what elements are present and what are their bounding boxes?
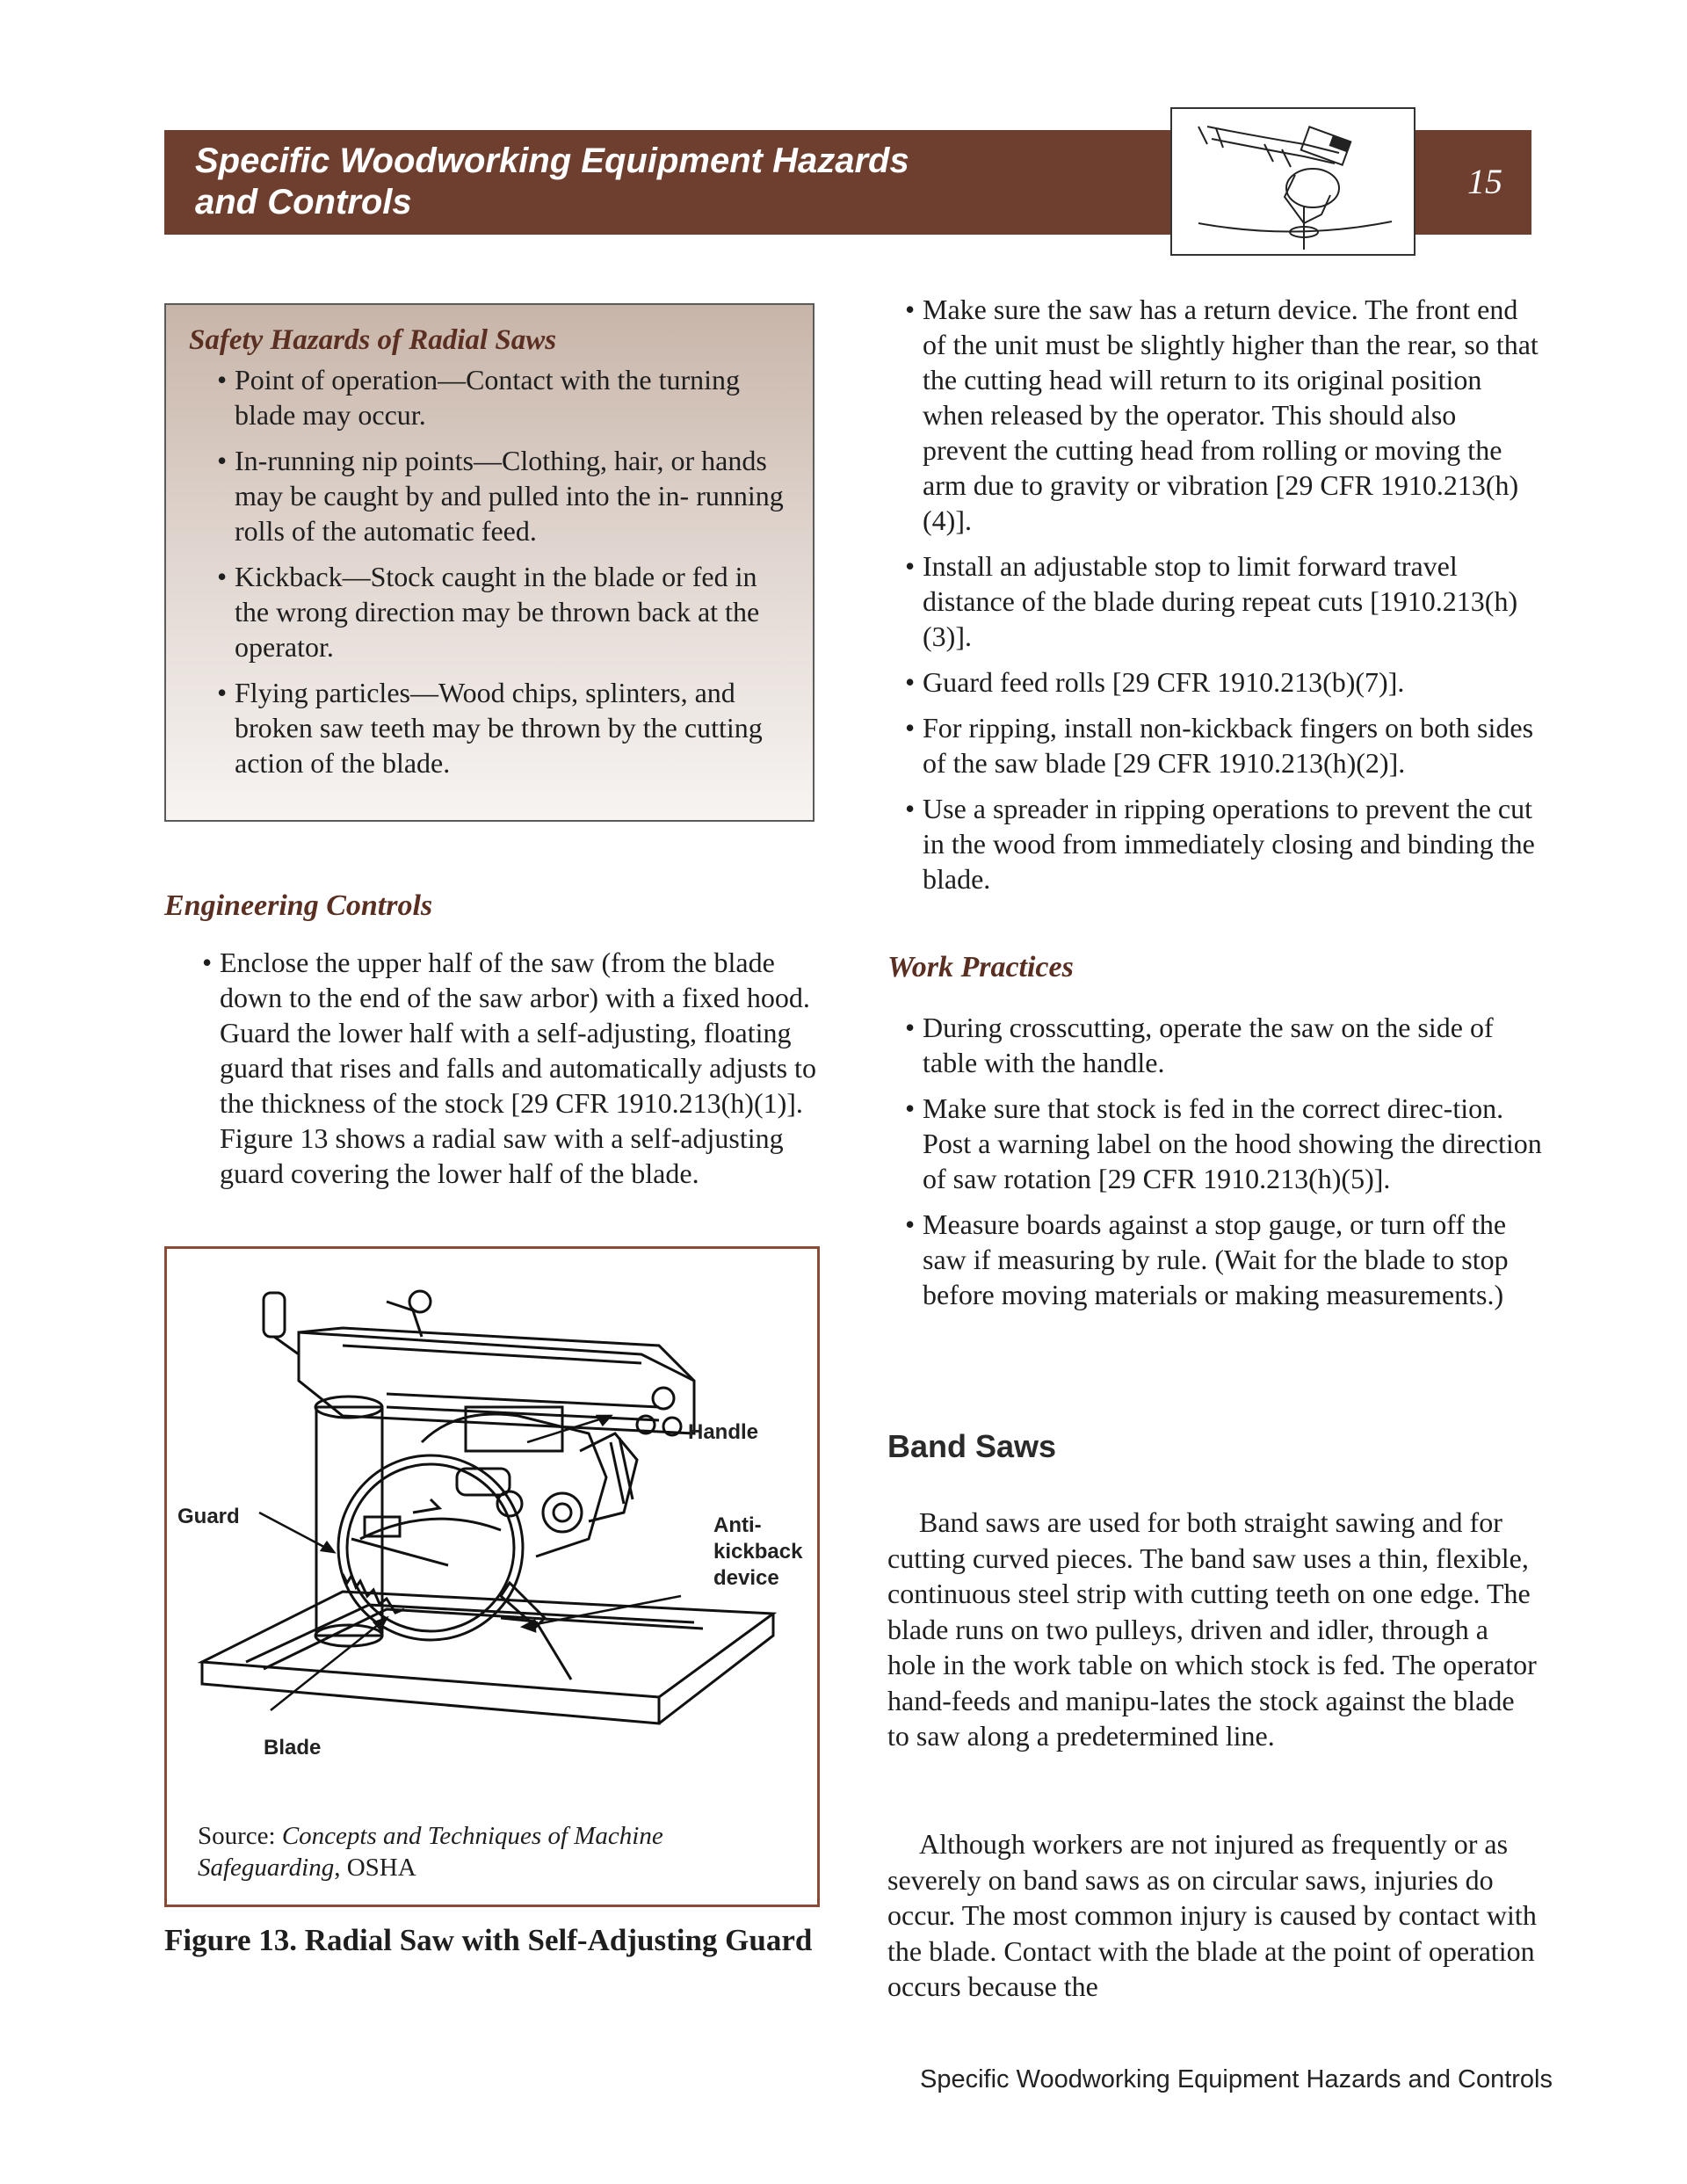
list-item: • Kickback—Stock caught in the blade or fed in the wrong direction may be thrown back at the operator. <box>217 559 790 664</box>
band-saws-heading: Band Saws <box>887 1428 1057 1464</box>
label-anti-line-3: device <box>713 1566 779 1590</box>
list-item: • For ripping, install non-kickback fingers on both sides of the saw blade [29 CFR 1910.213(h)(2)]. <box>905 710 1546 780</box>
work-practices-list <box>905 1010 1546 1323</box>
list-item: • In-running nip points—Clothing, hair, or hands may be caught by and pulled into the in- running rolls of the automatic feed. <box>217 443 790 548</box>
figure-caption: Figure 13. Radial Saw with Self-Adjusting Guard <box>164 1923 813 1957</box>
safety-hazards-box <box>164 303 815 822</box>
right-controls-list <box>905 292 1546 907</box>
list-item: • Use a spreader in ripping operations to prevent the cut in the wood from immediately closing and binding the blade. <box>905 791 1546 896</box>
list-item: • Guard feed rolls [29 CFR 1910.213(b)(7)]. <box>905 664 1546 700</box>
title-line-1: Specific Woodworking Equipment Hazards <box>195 141 909 180</box>
list-item: • Flying particles—Wood chips, splinters, and broken saw teeth may be thrown by the cutting action of the blade. <box>217 675 790 780</box>
label-anti-line-2: kickback <box>713 1540 803 1564</box>
figure-source <box>198 1820 760 1883</box>
page-number: 15 <box>1467 162 1502 201</box>
label-handle: Handle <box>688 1420 759 1444</box>
list-item: • Point of operation—Contact with the turning blade may occur. <box>217 362 790 432</box>
hazard-box-title: Safety Hazards of Radial Saws <box>189 324 557 356</box>
label-anti-kickback <box>713 1513 802 1592</box>
list-item: • Enclose the upper half of the saw (from the blade down to the end of the saw arbor) with a fixed hood. Guard the lower half with a self-adjusting, floating guard that rises and falls and automatically adjusts to the thickness of the stock [29 CFR 1910.213(h)(1)]. Figure 13 shows a radial saw with a self-adjusting guard covering the lower half of the blade. <box>202 945 822 1191</box>
list-item: • Make sure the saw has a return device. The front end of the unit must be slightly higher than the rear, so that the cutting head will return to its original position when released by the operator. This should also prevent the cutting head from rolling or moving the arm due to gravity or vibration [29 CFR 1910.213(h)(4)]. <box>905 292 1546 538</box>
page-title <box>195 141 1162 223</box>
list-item: • Make sure that stock is fed in the correct direc-tion. Post a warning label on the hood showing the direction of saw rotation [29 CFR 1910.213(h)(5)]. <box>905 1091 1546 1196</box>
work-practices-heading: Work Practices <box>887 951 1074 983</box>
band-saws-paragraph-2: Although workers are not injured as frequently or as severely on band saws as on circular saws, injuries do occur. The most common injury is caused by contact with the blade. Contact with the blade at the point of operation occurs because the <box>887 1828 1537 2002</box>
source-title: Concepts and Techniques of Machine Safeguarding <box>198 1822 663 1882</box>
radial-saw-thumbnail <box>1170 107 1415 256</box>
list-item: • Install an adjustable stop to limit forward travel distance of the blade during repeat cuts [1910.213(h)(3)]. <box>905 548 1546 654</box>
engineering-controls-heading: Engineering Controls <box>164 889 433 922</box>
source-suffix: , OSHA <box>334 1854 416 1882</box>
figure-13 <box>164 1246 820 1907</box>
band-saws-paragraph-1: Band saws are used for both straight sawing and for cutting curved pieces. The band saw uses a thin, flexible, continuous steel strip with cutting teeth on one edge. The blade runs on two pulleys, driven and idler, through a hole in the work table on which stock is fed. The operator hand-feeds and manipu-lates the stock against the blade to saw along a predetermined line. <box>887 1506 1537 1752</box>
label-anti-line-1: Anti- <box>713 1513 762 1537</box>
label-guard: Guard <box>177 1505 240 1528</box>
title-line-2: and Controls <box>195 183 412 221</box>
list-item: • Measure boards against a stop gauge, or turn off the saw if measuring by rule. (Wait for the blade to stop before moving materials or making measurements.) <box>905 1207 1546 1312</box>
hazard-list <box>217 362 790 780</box>
source-prefix: Source: <box>198 1822 282 1850</box>
label-blade: Blade <box>264 1736 322 1760</box>
engineering-list <box>202 945 822 1201</box>
list-item: • During crosscutting, operate the saw on the side of table with the handle. <box>905 1010 1546 1080</box>
page-footer: Specific Woodworking Equipment Hazards and Controls <box>920 2065 1553 2093</box>
